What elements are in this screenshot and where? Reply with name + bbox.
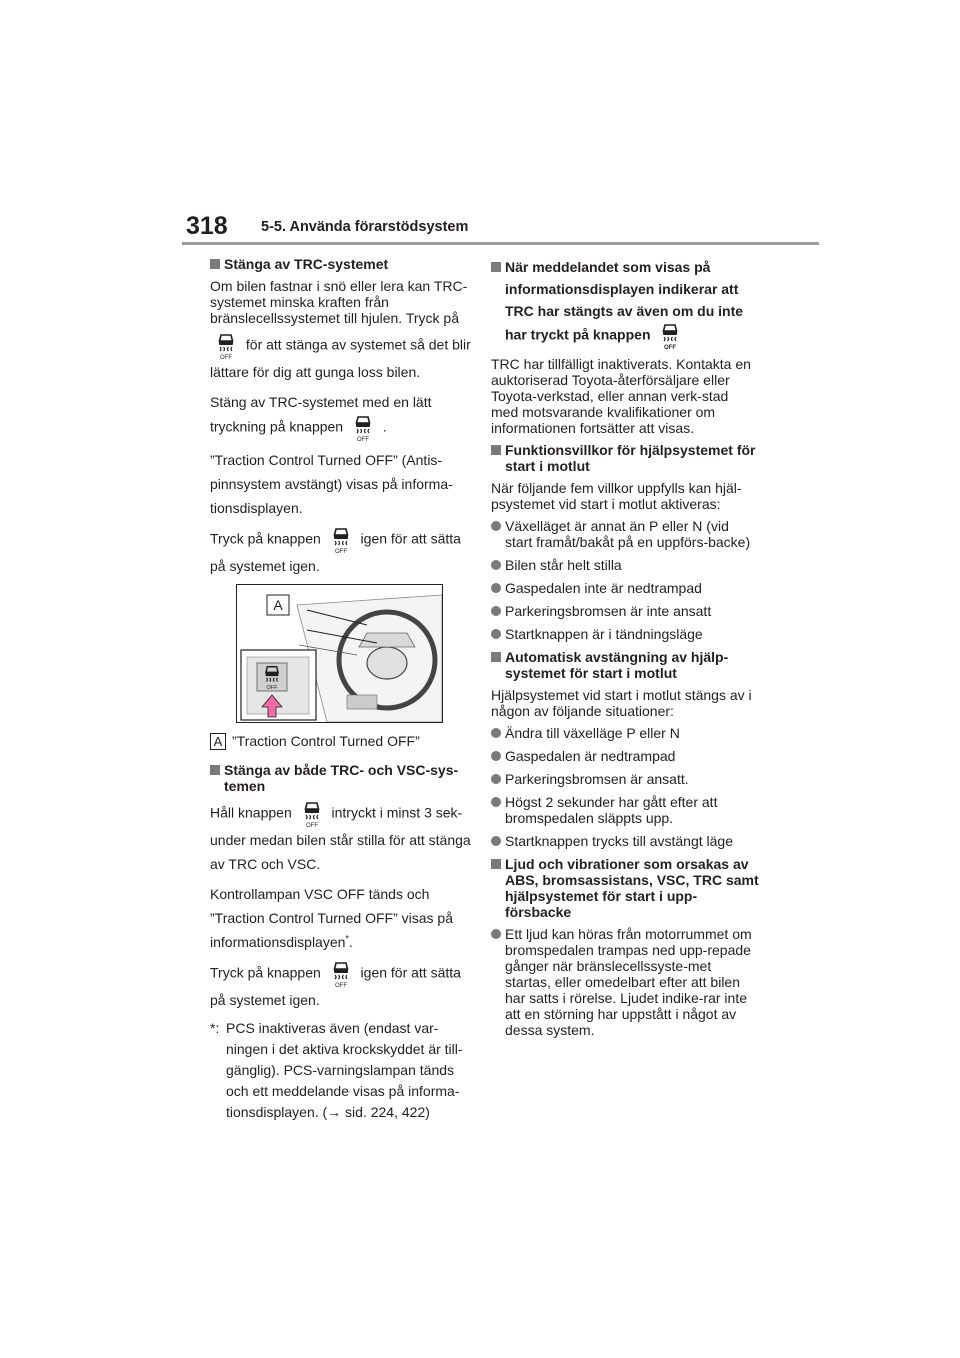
paragraph-reenable-both (210, 960, 478, 1012)
paragraph-trc-temp-disabled: TRC har tillfälligt inaktiverats. Kontakta en auktoriserad Toyota-återförsäljare eller Toyota-verkstad, eller annan verk-stad med motsvarande kvalifikationer om informationen fortsätter att visas. (491, 356, 751, 436)
list-item: Växelläget är annat än P eller N (vid start framåt/bakåt på en uppförs-backe) (491, 518, 759, 550)
heading-noise-vibration: Ljud och vibrationer som orsakas av ABS, bromsassistans, VSC, TRC samt hjälpsystemet för start i upp-försbacke (491, 856, 759, 920)
hill-start-off-list (491, 725, 759, 849)
paragraph-text: Tryck på knappen (210, 964, 321, 981)
paragraph-trc-short-press (210, 390, 478, 442)
paragraph-text: . (348, 934, 353, 950)
paragraph-text: för att stänga av systemet så det blir lättare för dig att gunga loss bilen. (210, 336, 471, 380)
section-title: 5-5. Använda förarstödsystem (261, 219, 469, 235)
figure-callout-a: A (273, 597, 283, 613)
list-item: Gaspedalen inte är nedtrampad (491, 580, 759, 596)
paragraph-text: igen för att sätta på systemet igen. (210, 530, 461, 574)
caption-callout-a: A (210, 733, 226, 750)
footnote (210, 1018, 478, 1123)
paragraph-hill-start-auto-off: Hjälpsystemet vid start i motlut stängs av i någon av följande situationer: (491, 687, 752, 719)
trc-off-button-icon (351, 414, 375, 442)
list-item: Ett ljud kan höras från motorrummet om bromspedalen trampas ned upp-repade gånger när bränslecellssyste-met startas, eller omedelbart efter att bilen har satts i rörelse. Ljudet indike-rar inte att en störning har uppstått i något av dessa system. (491, 926, 759, 1038)
footnote-marker: * (345, 933, 349, 944)
list-item: Parkeringsbromsen är ansatt. (491, 771, 759, 787)
paragraph-hold-button (210, 800, 478, 876)
list-item: Startknappen är i tändningsläge (491, 626, 759, 642)
paragraph-vsc-off-indicator (210, 882, 478, 954)
heading-hill-start-auto-off: Automatisk avstängning av hjälp-systemet för start i motlut (491, 649, 759, 681)
heading-hill-start-conditions: Funktionsvillkor för hjälpsystemet för start i motlut (491, 442, 759, 474)
right-column (491, 256, 759, 1045)
header-rule (182, 242, 819, 245)
paragraph-text: igen för att sätta på systemet igen. (210, 964, 461, 1008)
trc-off-button-icon (300, 800, 324, 828)
heading-trc-vsc-off: Stänga av både TRC- och VSC-sys-temen (210, 762, 478, 794)
paragraph-text: Stäng av TRC-systemet med en lätt tryckning på knappen (210, 394, 432, 435)
paragraph-trc-intro (210, 278, 478, 326)
paragraph-text: . (382, 418, 387, 435)
figure-caption (210, 733, 478, 750)
footnote-text: PCS inaktiveras även (endast var-ningen i det aktiva krockskyddet är till-gänglig). PCS-varningslampan tänds och ett meddelande visas på informa-tionsdisplayen. (→ sid. 224, 422) (226, 1020, 463, 1120)
heading-text: När meddelandet som visas på informationsdisplayen indikerar att TRC har stängts av även om du inte har tryckt på knappen (505, 259, 744, 343)
paragraph-text: intryckt i minst 3 sek-under medan bilen står stilla för att stänga av TRC och VSC. (210, 804, 471, 872)
footnote-mark: *: (210, 1020, 220, 1036)
paragraph-text: Kontrollampan VSC OFF tänds och ”Traction Control Turned OFF” visas på informationsdisplayen (210, 886, 454, 950)
paragraph-trc-intro-cont (210, 332, 478, 384)
paragraph-text: Tryck på knappen (210, 530, 321, 547)
list-item: Ändra till växelläge P eller N (491, 725, 759, 741)
left-column (210, 256, 478, 1123)
dashboard-illustration (237, 585, 442, 722)
paragraph-text: Håll knappen (210, 804, 292, 821)
heading-trc-message (491, 256, 759, 350)
paragraph-text: Om bilen fastnar i snö eller lera kan TRC-systemet minska kraften från bränslecellssystemet till hjulen. Tryck på (210, 278, 468, 326)
page-number: 318 (186, 212, 228, 240)
list-item: Bilen står helt stilla (491, 557, 759, 573)
list-item: Gaspedalen är nedtrampad (491, 748, 759, 764)
list-item: Startknappen trycks till avstängt läge (491, 833, 759, 849)
trc-off-button-icon (329, 960, 353, 988)
trc-off-button-icon (214, 332, 238, 360)
dashboard-figure (236, 584, 443, 723)
hill-start-conditions-list (491, 518, 759, 642)
trc-off-button-icon (329, 526, 353, 554)
list-item: Högst 2 sekunder har gått efter att bromspedalen släppts upp. (491, 794, 759, 826)
paragraph-hill-start-conditions: När följande fem villkor uppfylls kan hjäl-psystemet vid start i motlut aktiveras: (491, 480, 742, 512)
trc-off-button-icon (658, 322, 682, 350)
paragraph-trc-reenable (210, 526, 478, 578)
noise-vibration-list (491, 926, 759, 1038)
caption-text: ”Traction Control Turned OFF” (232, 733, 420, 749)
list-item: Parkeringsbromsen är inte ansatt (491, 603, 759, 619)
heading-trc-off: Stänga av TRC-systemet (210, 256, 478, 272)
paragraph-trc-message: ”Traction Control Turned OFF” (Antis-pinnsystem avstängt) visas på informa-tionsdisplayen. (210, 452, 453, 516)
